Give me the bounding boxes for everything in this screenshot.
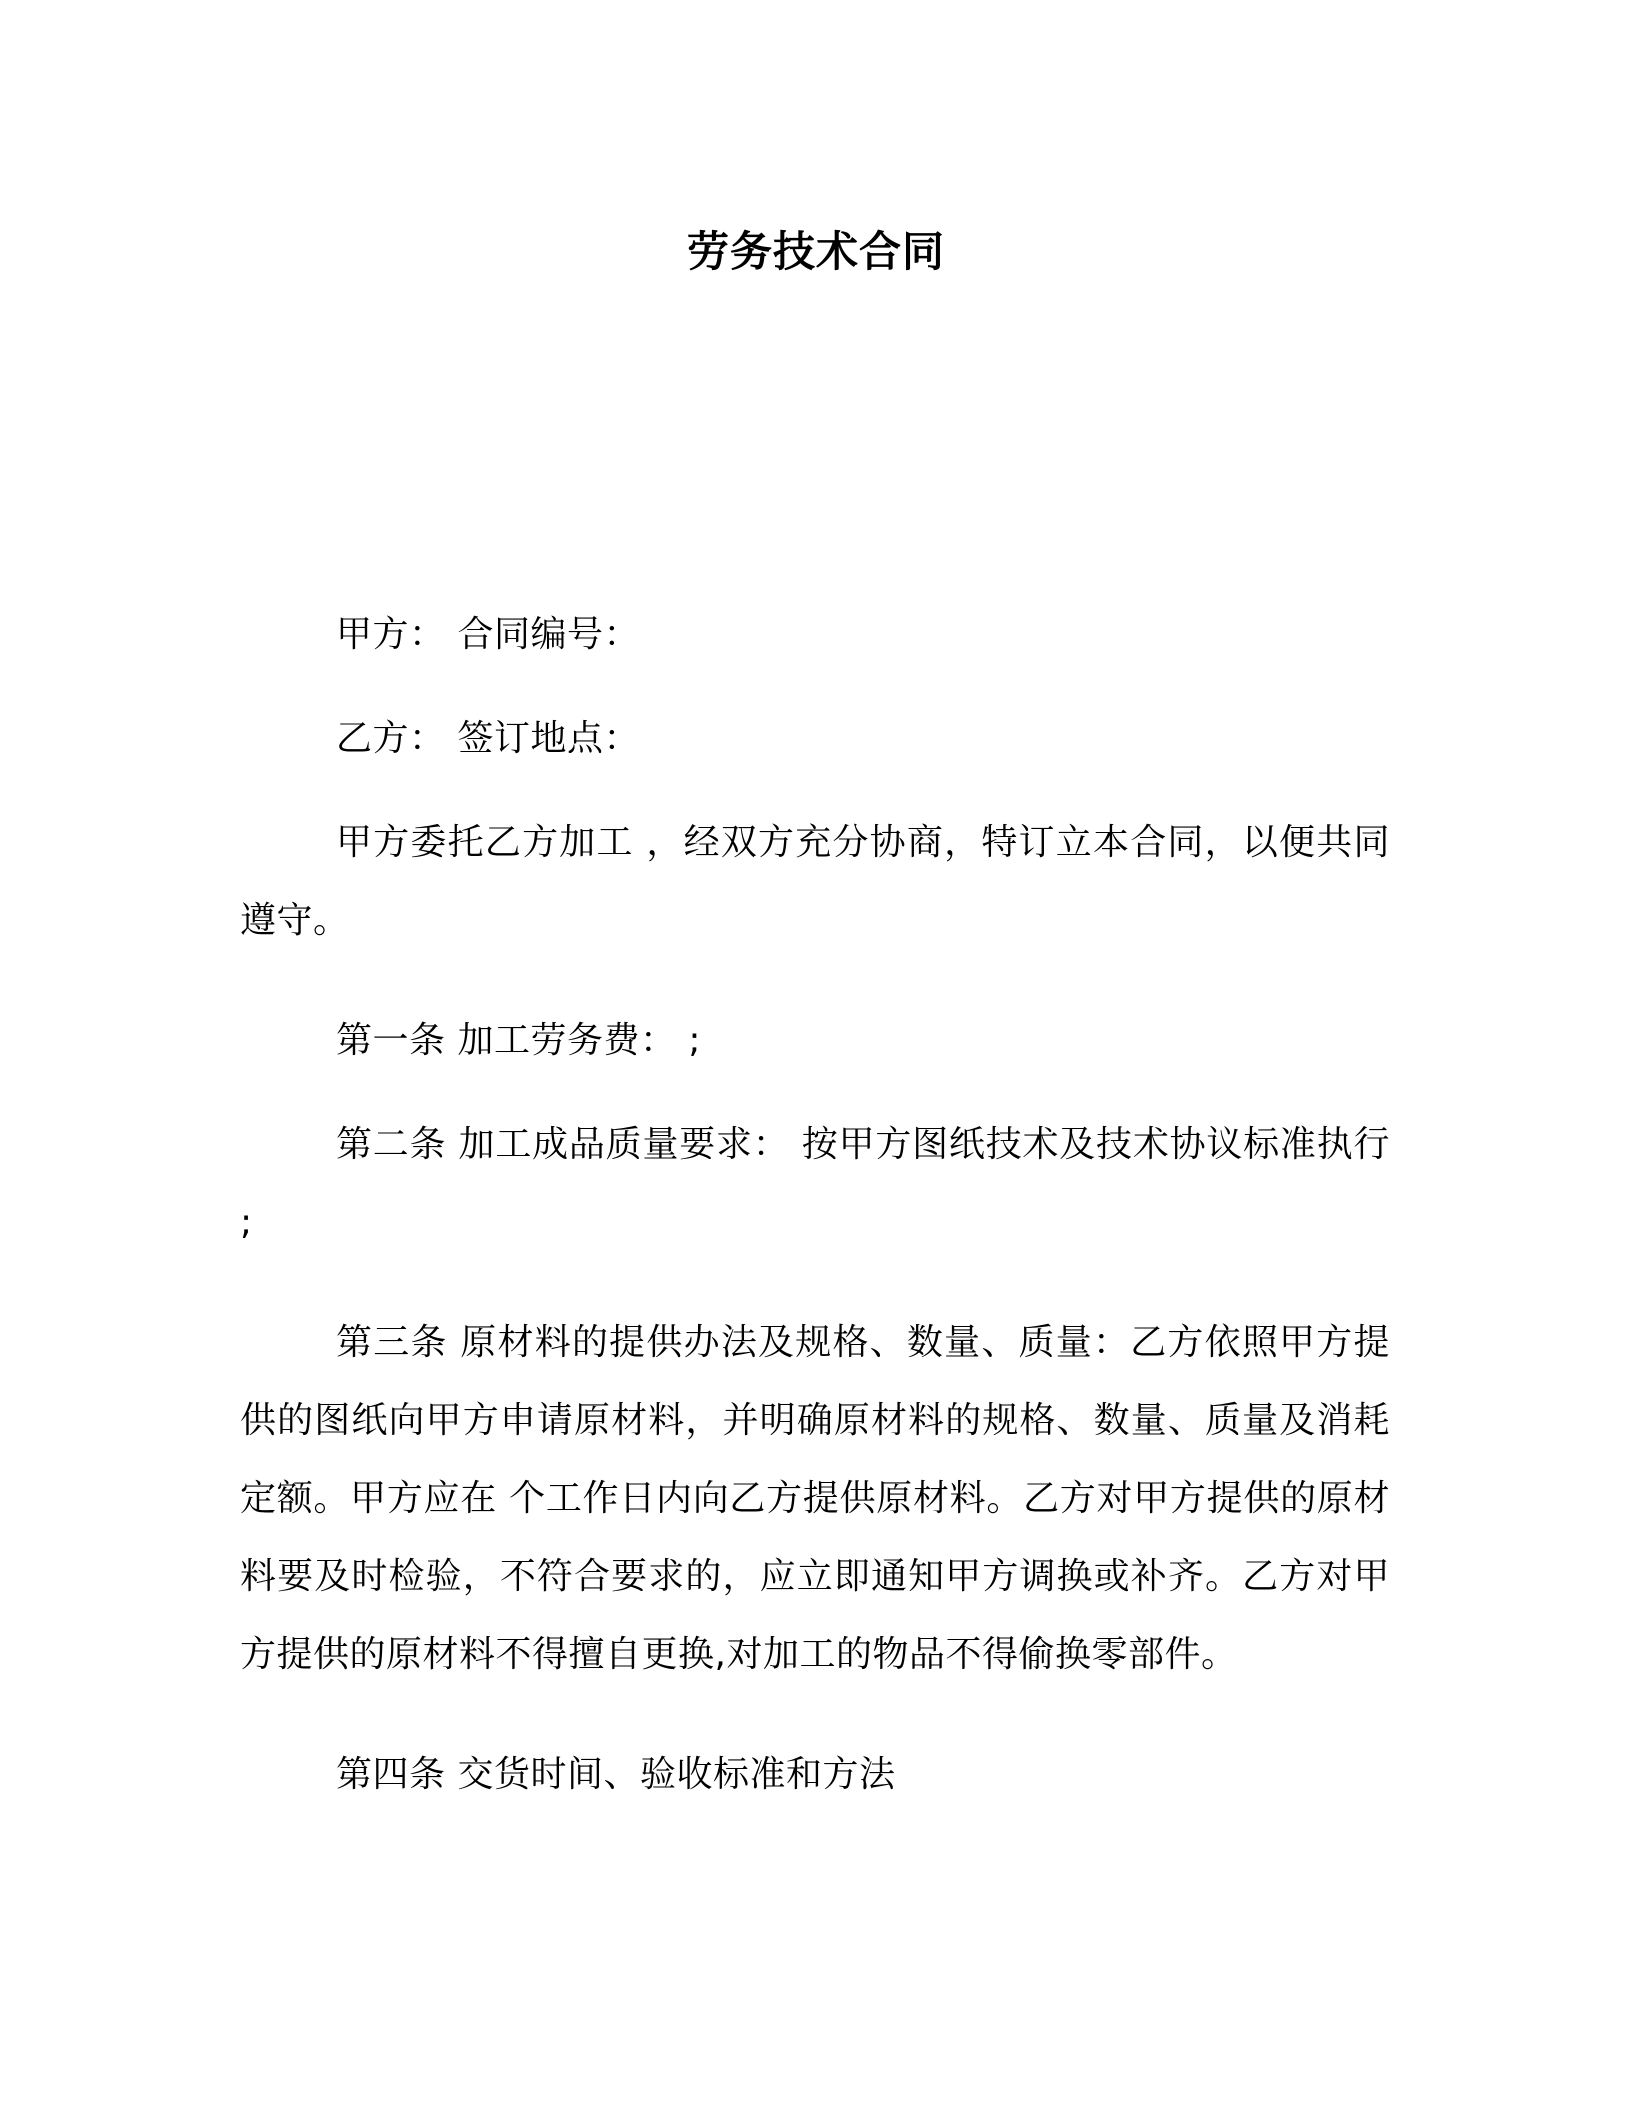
party-b-line: 乙方： 签订地点：: [336, 718, 640, 759]
preamble-paragraph: 甲方委托乙方加工 ，经双方充分协商，特订立本合同，以便共同遵守。: [240, 822, 1390, 941]
article-1-paragraph: 第一条 加工劳务费： ;: [336, 1020, 702, 1061]
party-a-line: 甲方： 合同编号：: [336, 614, 640, 655]
article-4-paragraph: 第四条 交货时间、验收标准和方法: [336, 1754, 896, 1795]
article-3-paragraph: 第三条 原材料的提供办法及规格、数量、质量：乙方依照甲方提供的图纸向甲方申请原材料，并明确原材料的规格、数量、质量及消耗定额。甲方应在 个工作日内向乙方提供原材料。乙方对甲方提供的原材料要及时检验，不符合要求的，应立即通知甲方调换或补齐。乙方对甲方提供的原材料不得擅自更换,对加工的物品不得偷换零部件。: [240, 1322, 1390, 1675]
document-body: [240, 596, 1390, 1856]
article-2-paragraph: 第二条 加工成品质量要求： 按甲方图纸技术及技术协议标准执行 ;: [240, 1124, 1390, 1243]
document-title: 劳务技术合同: [686, 227, 945, 276]
